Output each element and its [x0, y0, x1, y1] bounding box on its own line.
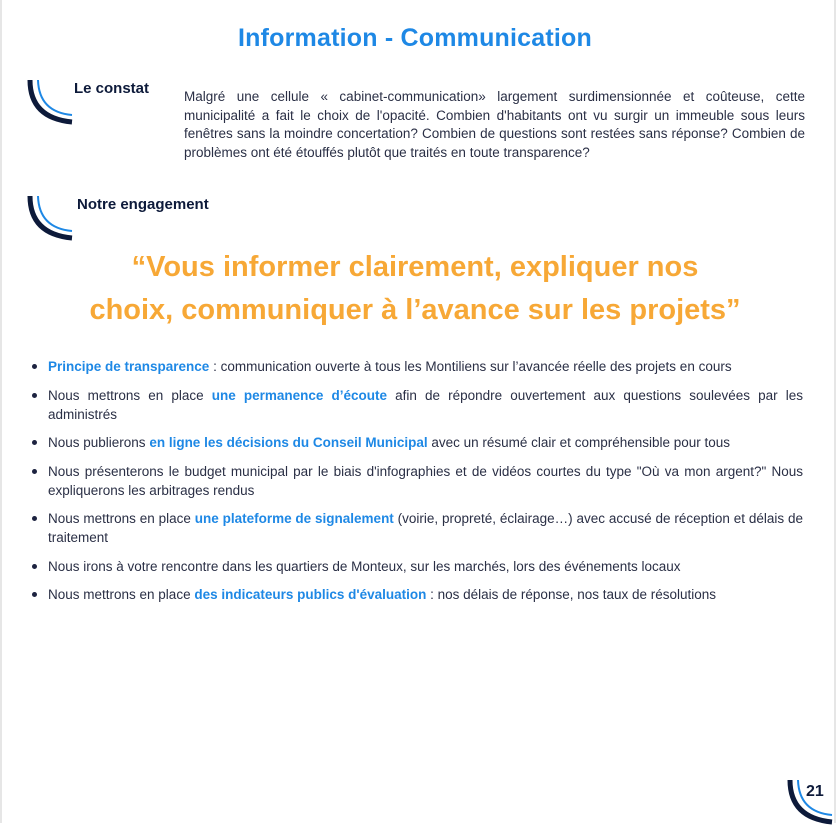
list-item: Nous mettrons en place des indicateurs publics d'évaluation : nos délais de réponse, nos taux de résolutions — [30, 585, 803, 604]
bullet-dot-icon — [32, 516, 37, 521]
list-item: Nous mettrons en place une plateforme de signalement (voirie, propreté, éclairage…) avec accusé de réception et délais de traitement — [30, 509, 803, 547]
list-item: Principe de transparence : communication ouverte à tous les Montiliens sur l’avancée réelle des projets en cours — [30, 357, 803, 376]
list-item: Nous présenterons le budget municipal par le biais d'infographies et de vidéos courtes du type "Où va mon argent?" Nous expliquerons les arbitrages rendus — [30, 462, 803, 500]
bullet-dot-icon — [32, 364, 37, 369]
bullet-dot-icon — [32, 564, 37, 569]
quote-line-1: “Vous informer clairement, expliquer nos — [131, 251, 699, 283]
page-title: Information - Communication — [238, 24, 592, 52]
list-item: Nous irons à votre rencontre dans les quartiers de Monteux, sur les marchés, lors des événements locaux — [30, 557, 803, 576]
engagement-quote — [0, 246, 830, 332]
list-item: Nous mettrons en place une permanence d’écoute afin de répondre ouvertement aux questions soulevées par les administrés — [30, 386, 803, 424]
page-number: 21 — [806, 783, 824, 800]
page-border-left — [0, 0, 2, 823]
bullet-dot-icon — [32, 592, 37, 597]
section-arc-icon — [24, 194, 74, 244]
section-arc-icon — [24, 78, 74, 128]
section-label-constat: Le constat — [74, 80, 150, 97]
bullet-dot-icon — [32, 393, 37, 398]
engagement-list — [30, 357, 803, 614]
quote-line-2: choix, communiquer à l’avance sur les projets” — [89, 294, 741, 326]
list-item: Nous publierons en ligne les décisions du Conseil Municipal avec un résumé clair et compréhensible pour tous — [30, 433, 803, 452]
constat-paragraph: Malgré une cellule « cabinet-communication» largement surdimensionnée et coûteuse, cette municipalité a fait le choix de l'opacité. Combien d'habitants ont vu surgir un immeuble sous leurs fenêtres sans la moindre concertation? Combien de questions sont restées sans réponse? Combien de problèmes ont été étouffés plutôt que traités en toute transparence? — [184, 89, 805, 160]
bullet-dot-icon — [32, 440, 37, 445]
section-label-engagement: Notre engagement — [77, 196, 209, 213]
bullet-dot-icon — [32, 469, 37, 474]
